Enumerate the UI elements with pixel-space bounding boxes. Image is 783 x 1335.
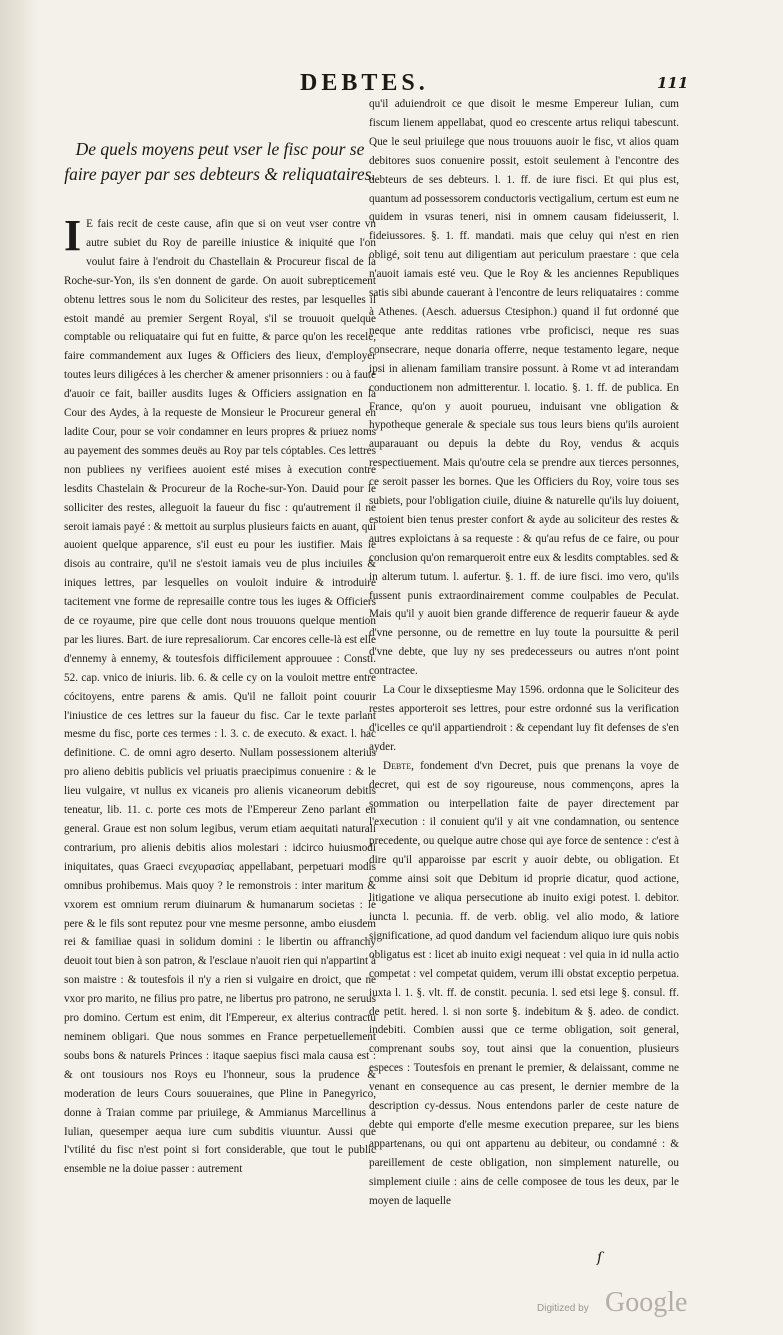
section-heading: De quels moyens peut vser le fisc pour se faire payer par ses debteurs & reliquataires. xyxy=(64,139,376,184)
right-column-paragraph-2: La Cour le dixseptiesme May 1596. ordonna que le Soliciteur des restes apporteroit ses lettres, pour estre ordonné sus la verification d'icelles ce qu'il appartiendroit : & cependant luy fit defenses de s'en ayder. xyxy=(369,684,679,753)
right-column-paragraph-3-text: fondement d'vn Decret, puis que prenans la voye de decret, qui est de soy rigoureuse, nous commençons, apres la sommation ou interpellation faite de payer directement par l'execution : il conuient qu'il y ait vne condamnation, ou sentence precedente, ou quelque autre chose qui aye force de sentence : c'est à dire qu'il apparoisse par escrit y auoir debte, ou obligation. Et comme ainsi soit que Debitum id proprie dicatur, quod actione, litigatione ve aliqua persecutione ab inuito exigi potest. l. debitor. iuncta l. pecunia. ff. de verb. oblig. vel alio modo, & latiore significatione, ad quod dandum vel faciendum aliquo iure quis nobis obligatus est : licet ab inuito exigi nequeat : vel quia in id nulla actio competat : vel competat quidem, verum illi obstat exceptio perpetua. iuxta l. 1. §. vlt. ff. de constit. pecunia. l. sed etsi lege §. consul. ff. de petit. hered. l. si non sorte §. indebitum & §. adeo. de condict. indebiti. Combien aussi que ce terme obligation, soit general, comprenant soubs soy, tout ainsi que la conuention, plusieurs especes : Toutesfois en prenant le premier, & delaissant, comme ne venant en consequence au cas present, le dernier membre de la description cy-dessus. Nous entendons parler de ceste nature de debte qui emporte d'elle mesme execution preparee, sur les biens appartenans, ou qui ont appartenu au debiteur, ou condamné : & pareillement de ceste obligation, non simplement naturelle, ou simplement ciuile : ains de celle composee de tous les deux, par le moyen de laquelle xyxy=(369,759,679,1207)
right-column-paragraph-1: qu'il aduiendroit ce que disoit le mesme Empereur Iulian, cum fiscum lienem appellabat, quod eo crescente artus reliqui tabescunt. Que le seul priuilege que nous trouuons auoir le fisc, vt alios quam debitores suos conuenire possit, estoit seulement à l'encontre des debteurs de ses debteurs. l. 1. ff. de iure fisci. Et qui plus est, quantum ad possessorem conductoris vectigalium, certum est eum ne quidem in vsuras teneri, nisi in omnem causam fideiusserit, l. fideiussores. §. 1. ff. mandati. mais que celuy qui n'est en rien obligé, soit tenu aut diligentiam aut periculum praestare : que cela n'auoit iamais esté veu. Que le Roy & les anciennes Republiques satis sibi abunde cauerant à l'encontre de leurs reliquataires : comme à Athenes. (Aesch. aduersus Ctesiphon.) quand il fut ordonné que neque ante redditas rationes vrbe proficisci, neque res suas consecrare, neque donaria offerre, neque testamento legare, neque ipsi in alienam familiam transire possunt. à Rome vt ad interandam conductionem non admitterentur. l. locatio. §. 1. ff. de publica. En France, qu'on y auoit pourueu, induisant vne obligation & hypotheque generale & speciale sus tous leurs biens qu'ils auroient auparauant ou depuis la debte du Roy, vendus & acquis respectiuement. Mais qu'outre cela se prendre aux tierces personnes, ce seroit passer les bornes. Que les Officiers du Roy, voire tous ses subiets, pour l'obligation ciuile, diuine & naturelle qu'ils luy doiuent, estoient bien tenus prester confort & ayde au soliciteur des restes & autres exploictans à sa requeste : & qu'au refus de ce faire, ou pour conclusion qu'on remarqueroit entre eux & lesdits comptables. sed & in alterum tutum. l. aufertur. §. 1. ff. de iure fisci. imo vero, qu'ils fussent punis extraordinairement comme coulpables de Peculat. Mais qu'il y auoit bien grande difference de requerir faueur & ayde d'vne personne, ou de remettre en luy toute la poursuitte & peril d'vne debte, que luy ny ses predecesseurs ou autres n'ont point contractee. xyxy=(369,98,679,678)
adjacent-page-edge xyxy=(0,0,38,1335)
page-title: DEBTES. xyxy=(300,70,429,96)
right-column-paragraph-3 xyxy=(369,757,679,1211)
digitized-by-label: Digitized by xyxy=(537,1303,589,1314)
entry-lead-word: Debte, xyxy=(383,759,414,772)
google-wordmark: Google xyxy=(605,1287,688,1318)
left-column-paragraph xyxy=(64,211,376,1179)
digitization-watermark xyxy=(537,1287,757,1327)
left-column xyxy=(64,211,376,1179)
folio-number: 111 xyxy=(657,74,689,92)
right-column xyxy=(369,95,679,1210)
drop-cap: I xyxy=(64,211,82,260)
catchword: ſ xyxy=(597,1250,603,1266)
left-column-text: E fais recit de ceste cause, afin que si on veut vser contre vn autre subiet du Roy de pareille iniustice & iniquité que l'on voulut faire à l'endroit du Chastellain & Procureur fiscal de la Roche-sur-Yon, ils s'en donnent de garde. On auoit subrepticement obtenu lettres sous le nom du Soliciteur des restes, par lesquelles il estoit mandé au premier Sergent Royal, s'il se trouuoit quelque comptable ou reliquataire qui fut en fuitte, & parce qu'on les recele, faire commandement aux Iuges & Officiers des lieux, d'employer toutes leurs diligéces à les chercher & amener prisonniers : ou à faute d'auoir ce fait, bailler ausdits Iuges & Officiers assignation en la Cour des Aydes, à la requeste de Monsieur le Procureur general en ladite Cour, pour se voir condamner en leurs propres & priuez noms au payement des sommes deuës au Roy par tels cóptables. Ces lettres non publiees ny verifiees auoient esté mises à execution contre lesdits Chastelain & Procureur de la Roche-sur-Yon. Dauid pour le solliciter des restes, alleguoit la faueur du fisc : qu'autrement il ne seroit iamais payé : & mettoit au surplus plusieurs faicts en auant, qui auoient quelque apparence, s'il eust eu pour les iustifier. Mais ie disois au contraire, qu'il ne s'estoit iamais veu de plus inciuiles & iniques lettres, par lesquelles on vouloit induire & introduire tacitement vne forme de represaille contre tous les iuges & Officiers de ce royaume, pire que celle dont nous trouuons quelque mention par les liures. Bart. de iure represaliorum. Car encores celle-là est elle d'ennemy à ennemy, & toutesfois difficilement approuuee : Consti. 52. cap. vnico de iniuris. lib. 6. & celle cy on la vouloit mettre entre cócitoyens, entre parens & amis. Qu'il ne falloit point couurir l'iniustice de ces lettres sur la faueur du fisc. Car le texte parlant mesme du fisc, porte ces termes : l. 3. c. de executo. & exact. l. hac definitione. C. de omni agro deserto. Nullam possessionem alterius pro alieno debitis publicis vel priuatis praecipimus conuenire : & le lieu vulgaire, vt nullus ex vicaneis pro alienis vicaneorum debitis teneatur, lib. 11. c. porte ces mots de l'Empereur Zeno parlant en general. Graue est non solum legibus, verum etiam aequitati naturali contrarium, pro alienis debitis alios molestari : idcirco huiusmodi iniquitates, quas Graeci ενεχυρασίας appellabant, perpetuari modis omnibus prohibemus. Mais quoy ? le remonstrois : inter maritum & vxorem est omnium rerum diuinarum & humanarum societas : le pere & le fils sont reputez pour vne mesme personne, ambo eiusdem rei & familiae quasi in solidum domini : le libertin ou affranchy deuoit tout bien à son patron, & l'esclaue n'auoit rien qui n'appartint à son maistre : & toutesfois il n'y a rien si vulgaire en droict, que ne vxor pro marito, ne filius pro patre, ne libertus pro patrono, ne seruus pro domino. Certum est enim, dit l'Empereur, ex alterius contractu neminem obligari. Que nous sommes en France perpetuellement soubs bons & naturels Princes : itaque saepius fisci mala causa est : & ont tousiours nos Roys eu l'honneur, sous la prudence & moderation de leurs Cours souueraines, que Pline in Panegyrico, donne à Traian comme par priuilege, & Ammianus Marcellinus à Iulian, quesemper aequa iure cum subditis viuuntur. Aussi que l'vtilité du fisc n'est point si fort considerable, que tout le public ensemble ne la doiue passer : autrement xyxy=(64,218,376,1176)
